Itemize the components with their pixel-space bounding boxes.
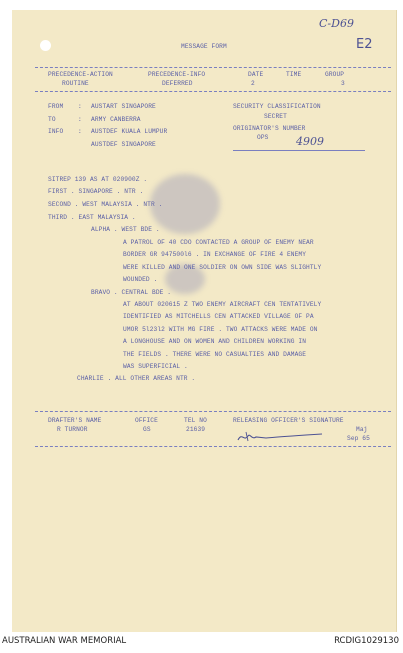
date-label: DATE: [248, 71, 264, 78]
security-underline: [233, 150, 365, 151]
drafter-rule-bottom: [35, 446, 391, 447]
tel-no-value: 21639: [186, 426, 206, 433]
body-line: THE FIELDS . THERE WERE NO CASUALTIES AND DAMAGE: [123, 351, 307, 358]
to-value: ARMY CANBERRA: [91, 116, 141, 123]
info-label: INFO: [48, 128, 64, 135]
body-line: WOUNDED .: [123, 276, 158, 283]
precedence-info-label: PRECEDENCE-INFO: [148, 71, 206, 78]
message-form-page: [12, 10, 397, 632]
body-line: CHARLIE . ALL OTHER AREAS NTR .: [77, 375, 196, 382]
security-classification-label: SECURITY CLASSIFICATION: [233, 103, 321, 110]
body-line: THIRD . EAST MALAYSIA .: [48, 214, 136, 221]
originator-number-label: ORIGINATOR'S NUMBER: [233, 125, 306, 132]
body-line: AT ABOUT 020615 Z TWO ENEMY AIRCRAFT CEN TENTATIVELY: [123, 301, 322, 308]
to-label: TO: [48, 116, 56, 123]
drafter-name-label: DRAFTER'S NAME: [48, 417, 102, 424]
group-value: 3: [341, 80, 345, 87]
from-label: FROM: [48, 103, 64, 110]
form-title: MESSAGE FORM: [181, 43, 227, 50]
precedence-info-value: DEFERRED: [162, 80, 193, 87]
office-value: GS: [143, 426, 151, 433]
archive-reference-handwriting: C-D69: [319, 17, 354, 30]
originator-number-value: OPS: [257, 134, 269, 141]
body-line: WAS SUPERFICIAL .: [123, 363, 188, 370]
releasing-date: Sep 65: [347, 435, 370, 442]
page-mark: E2: [356, 37, 373, 52]
body-line: BORDER GR 947500l6 . IN EXCHANGE OF FIRE 4 ENEMY: [123, 251, 307, 258]
office-label: OFFICE: [135, 417, 158, 424]
originator-number-handwriting: 4909: [296, 135, 324, 148]
tel-no-label: TEL NO: [184, 417, 207, 424]
precedence-action-label: PRECEDENCE-ACTION: [48, 71, 113, 78]
header-rule-top: [35, 67, 391, 68]
body-line: A LONGHOUSE AND ON WOMEN AND CHILDREN WORKING IN: [123, 338, 307, 345]
body-line: FIRST . SINGAPORE . NTR .: [48, 188, 144, 195]
drafter-rule-top: [35, 411, 391, 412]
body-line: SITREP 139 AS AT 020900Z .: [48, 176, 148, 183]
time-label: TIME: [286, 71, 302, 78]
body-line: ALPHA . WEST BDE .: [91, 226, 160, 233]
punch-hole: [40, 40, 51, 51]
body-line: UMOR 5l23l2 WITH MG FIRE . TWO ATTACKS WERE MADE ON: [123, 326, 318, 333]
releasing-officer-label: RELEASING OFFICER'S SIGNATURE: [233, 417, 344, 424]
date-value: 2: [251, 80, 255, 87]
info-value-2: AUSTDEF SINGAPORE: [91, 141, 156, 148]
archive-footer-right: RCDIG1029130: [334, 636, 399, 646]
releasing-officer-signature: [236, 428, 326, 444]
header-rule-bottom: [35, 91, 391, 92]
to-colon: :: [78, 116, 82, 123]
drafter-name-value: R TURNOR: [57, 426, 88, 433]
info-value-1: AUSTDEF KUALA LUMPUR: [91, 128, 168, 135]
from-colon: :: [78, 103, 82, 110]
body-line: WERE KILLED AND ONE SOLDIER ON OWN SIDE WAS SLIGHTLY: [123, 264, 322, 271]
releasing-officer-rank: Maj: [356, 426, 368, 433]
archive-footer-left: AUSTRALIAN WAR MEMORIAL: [2, 636, 127, 646]
from-value: AUSTART SINGAPORE: [91, 103, 156, 110]
security-classification-value: SECRET: [264, 113, 287, 120]
precedence-action-value: ROUTINE: [62, 80, 89, 87]
body-line: SECOND . WEST MALAYSIA . NTR .: [48, 201, 163, 208]
body-line: IDENTIFIED AS MITCHELLS CEN ATTACKED VILLAGE OF PA: [123, 313, 314, 320]
body-line: BRAVO . CENTRAL BDE .: [91, 289, 172, 296]
info-colon: :: [78, 128, 82, 135]
body-line: A PATROL OF 40 CDO CONTACTED A GROUP OF ENEMY NEAR: [123, 239, 314, 246]
group-label: GROUP: [325, 71, 345, 78]
